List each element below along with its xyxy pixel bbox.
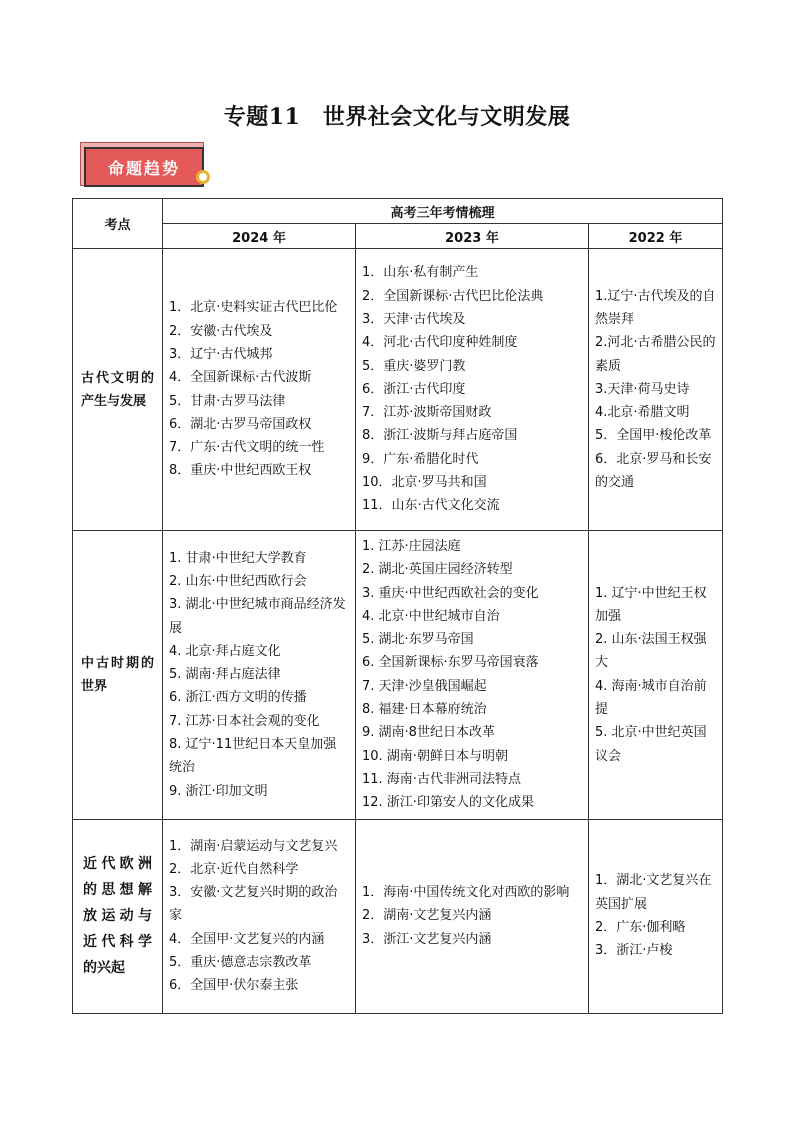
header-span: 高考三年考情梳理 <box>163 199 723 224</box>
table-row <box>73 249 723 531</box>
list-item: 3．安徽·文艺复兴时期的政治家 <box>169 885 338 924</box>
list-item: 5．全国甲·梭伦改革 <box>595 428 712 444</box>
trend-badge <box>80 142 215 192</box>
list-item: 7. 天津·沙皇俄国崛起 <box>362 678 487 694</box>
cell-2024 <box>163 531 356 820</box>
list-item: 10. 湖南·朝鲜日本与明朝 <box>362 748 508 764</box>
header-year-2022: 2022 年 <box>589 224 723 249</box>
list-item: 12. 浙江·印第安人的文化成果 <box>362 795 534 811</box>
list-item: 1. 甘肃·中世纪大学教育 <box>169 550 307 566</box>
list-item: 2．湖南·文艺复兴内涵 <box>362 908 492 924</box>
list-item: 4．全国新课标·古代波斯 <box>169 370 312 386</box>
list-item: 4.北京·希腊文明 <box>595 405 690 421</box>
list-item: 5．甘肃·古罗马法律 <box>169 393 286 409</box>
list-item: 3. 湖北·中世纪城市商品经济发展 <box>169 597 346 636</box>
list-item: 11．山东·古代文化交流 <box>362 498 500 514</box>
list-item: 4．全国甲·文艺复兴的内涵 <box>169 931 325 947</box>
list-item: 3．辽宁·古代城邦 <box>169 346 273 362</box>
list-item: 4. 北京·拜占庭文化 <box>169 643 281 659</box>
header-year-2024: 2024 年 <box>163 224 356 249</box>
page-title: 专题11 世界社会文化与文明发展 <box>223 104 571 130</box>
list-item: 2. 山东·法国王权强大 <box>595 632 707 671</box>
list-item: 1. 江苏·庄园法庭 <box>362 539 461 554</box>
cell-2024 <box>163 819 356 1013</box>
cell-2023 <box>356 819 589 1013</box>
header-year-2023: 2023 年 <box>356 224 589 249</box>
list-item: 3.天津·荷马史诗 <box>595 381 690 397</box>
list-item: 6. 浙江·西方文明的传播 <box>169 690 307 706</box>
list-item: 2. 湖北·英国庄园经济转型 <box>362 562 513 578</box>
cell-2023 <box>356 249 589 531</box>
list-item: 9. 湖南·8世纪日本改革 <box>362 725 495 741</box>
table-row <box>73 819 723 1013</box>
list-item: 7. 江苏·日本社会观的变化 <box>169 713 320 729</box>
header-topic: 考点 <box>73 199 163 249</box>
cell-2023 <box>356 531 589 820</box>
list-item: 10．北京·罗马共和国 <box>362 475 487 491</box>
ring-icon <box>196 170 210 184</box>
list-item: 9．广东·希腊化时代 <box>362 451 479 467</box>
list-item: 4．河北·古代印度种姓制度 <box>362 335 518 351</box>
list-item: 6．北京·罗马和长安的交通 <box>595 451 712 491</box>
list-item: 2．广东·伽利略 <box>595 920 686 936</box>
list-item: 2．全国新课标·古代巴比伦法典 <box>362 288 544 304</box>
list-item: 2．北京·近代自然科学 <box>169 861 299 877</box>
list-item: 2.河北·古希腊公民的素质 <box>595 335 716 374</box>
cell-2022 <box>589 249 723 531</box>
list-item: 4. 海南·城市自治前提 <box>595 678 707 718</box>
list-item: 6．全国甲·伏尔泰主张 <box>169 978 299 994</box>
list-item: 3. 重庆·中世纪西欧社会的变化 <box>362 585 539 601</box>
list-item: 8．重庆·中世纪西欧王权 <box>169 463 312 479</box>
list-item: 3．浙江·文艺复兴内涵 <box>362 931 492 947</box>
list-item: 1．湖南·启蒙运动与文艺复兴 <box>169 838 338 854</box>
list-item: 1.辽宁·古代埃及的自然崇拜 <box>595 288 716 327</box>
list-item: 7．江苏·波斯帝国财政 <box>362 405 492 421</box>
list-item: 1．海南·中国传统文化对西欧的影响 <box>362 885 570 901</box>
list-item: 5．重庆·德意志宗教改革 <box>169 955 312 970</box>
list-item: 2. 山东·中世纪西欧行会 <box>169 573 307 589</box>
exam-trend-table <box>72 198 723 1014</box>
list-item: 6．湖北·古罗马帝国政权 <box>169 416 312 432</box>
list-item: 1．北京·史料实证古代巴比伦 <box>169 300 338 316</box>
list-item: 5．重庆·婆罗门教 <box>362 358 466 374</box>
topic-cell: 中古时期的世界 <box>73 531 163 820</box>
list-item: 7．广东·古代文明的统一性 <box>169 440 325 456</box>
topic-cell: 古代文明的产生与发展 <box>73 249 163 531</box>
list-item: 6. 全国新课标·东罗马帝国衰落 <box>362 655 539 671</box>
list-item: 3．天津·古代埃及 <box>362 311 466 327</box>
table-row <box>73 531 723 820</box>
list-item: 5. 湖南·拜占庭法律 <box>169 667 281 683</box>
list-item: 1. 辽宁·中世纪王权加强 <box>595 585 707 624</box>
list-item: 8. 福建·日本幕府统治 <box>362 702 487 718</box>
list-item: 5. 湖北·东罗马帝国 <box>362 632 474 648</box>
list-item: 2．安徽·古代埃及 <box>169 323 273 339</box>
topic-cell: 近代欧洲的思想解放运动与近代科学的兴起 <box>73 819 163 1013</box>
list-item: 8. 辽宁·11世纪日本天皇加强统治 <box>169 737 337 776</box>
list-item: 3．浙江·卢梭 <box>595 943 673 959</box>
list-item: 1．山东·私有制产生 <box>362 265 479 281</box>
list-item: 4. 北京·中世纪城市自治 <box>362 608 500 624</box>
list-item: 1．湖北·文艺复兴在英国扩展 <box>595 873 712 912</box>
list-item: 6．浙江·古代印度 <box>362 381 466 397</box>
list-item: 5. 北京·中世纪英国议会 <box>595 725 707 764</box>
list-item: 11. 海南·古代非洲司法特点 <box>362 771 521 787</box>
badge-label: 命题趋势 <box>84 147 204 187</box>
list-item: 9. 浙江·印加文明 <box>169 783 268 799</box>
cell-2022 <box>589 531 723 820</box>
cell-2022 <box>589 819 723 1013</box>
cell-2024 <box>163 249 356 531</box>
list-item: 8．浙江·波斯与拜占庭帝国 <box>362 428 518 444</box>
